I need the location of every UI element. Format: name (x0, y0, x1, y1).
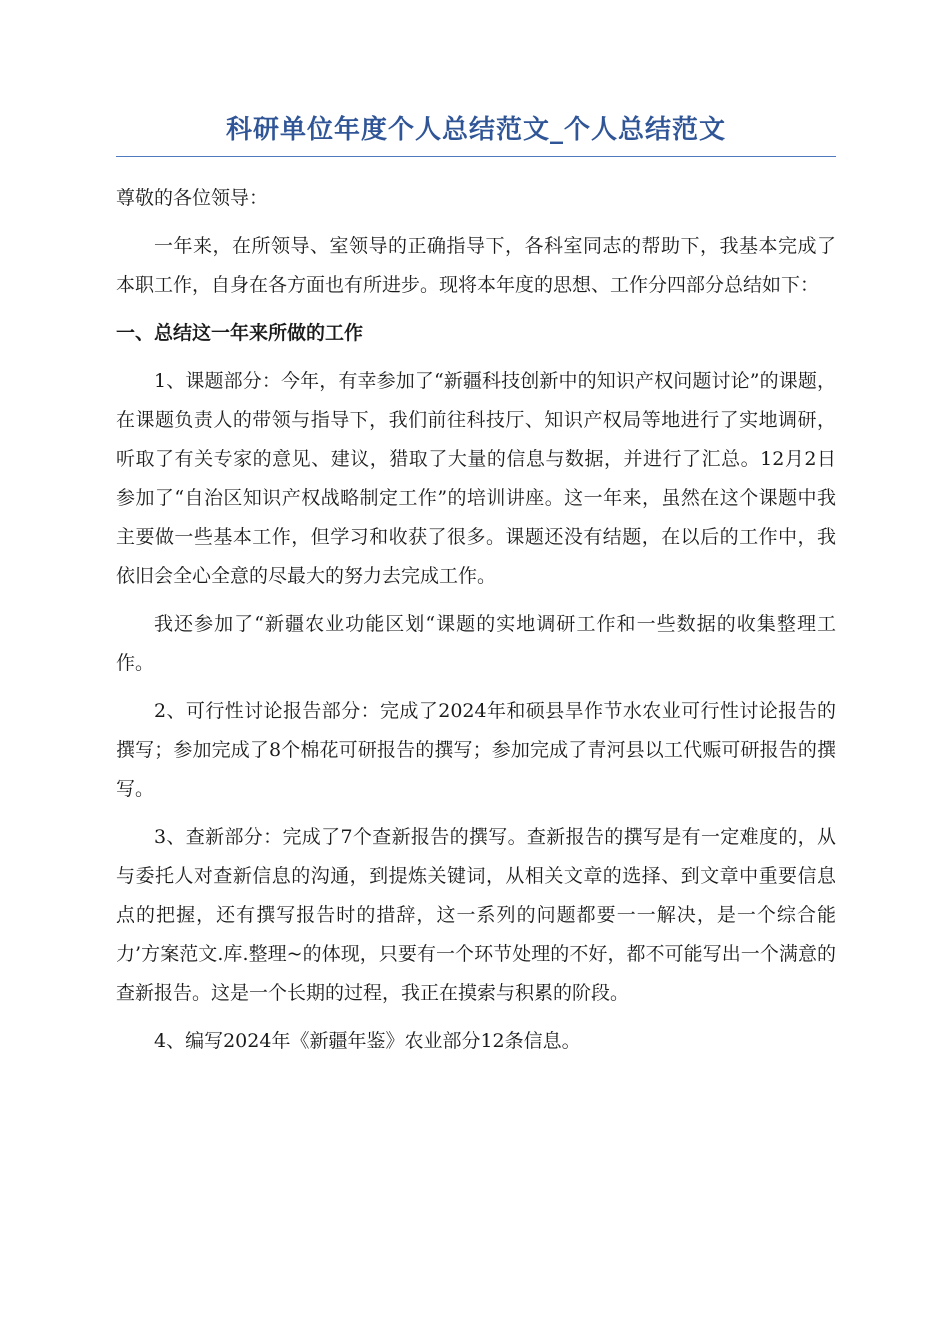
title-underline (116, 156, 836, 157)
document-page (116, 112, 836, 1070)
section-heading-1: 一、总结这一年来所做的工作 (116, 322, 364, 344)
paragraph-item-2: 2、可行性讨论报告部分：完成了2024年和硕县旱作节水农业可行性讨论报告的撰写；参加完成了8个棉花可研报告的撰写；参加完成了青河县以工代赈可研报告的撰写。 (116, 700, 836, 800)
salutation: 尊敬的各位领导： (116, 187, 269, 209)
intro-paragraph: 一年来，在所领导、室领导的正确指导下，各科室同志的帮助下，我基本完成了本职工作，自身在各方面也有所进步。现将本年度的思想、工作分四部分总结如下： (116, 235, 836, 296)
paragraph-item-4: 4、编写2024年《新疆年鉴》农业部分12条信息。 (154, 1030, 581, 1052)
paragraph-item-3: 3、查新部分：完成了7个查新报告的撰写。查新报告的撰写是有一定难度的，从与委托人对查新信息的沟通，到提炼关键词，从相关文章的选择、到文章中重要信息点的把握，还有撰写报告时的措辞，这一系列的问题都要一一解决，是一个综合能力’方案范文.库.整理~的体现，只要有一个环节处理的不好，都不可能写出一个满意的查新报告。这是一个长期的过程，我正在摸索与积累的阶段。 (116, 826, 836, 1004)
paragraph-item-1: 1、课题部分：今年，有幸参加了“新疆科技创新中的知识产权问题讨论”的课题，在课题负责人的带领与指导下，我们前往科技厅、知识产权局等地进行了实地调研，听取了有关专家的意见、建议，猎取了大量的信息与数据，并进行了汇总。12月2日参加了“自治区知识产权战略制定工作”的培训讲座。这一年来，虽然在这个课题中我主要做一些基本工作，但学习和收获了很多。课题还没有结题，在以后的工作中，我依旧会全心全意的尽最大的努力去完成工作。 (116, 370, 836, 587)
document-title: 科研单位年度个人总结范文_个人总结范文 (225, 115, 726, 145)
paragraph-item-1-extra: 我还参加了“新疆农业功能区划“课题的实地调研工作和一些数据的收集整理工作。 (116, 613, 836, 674)
